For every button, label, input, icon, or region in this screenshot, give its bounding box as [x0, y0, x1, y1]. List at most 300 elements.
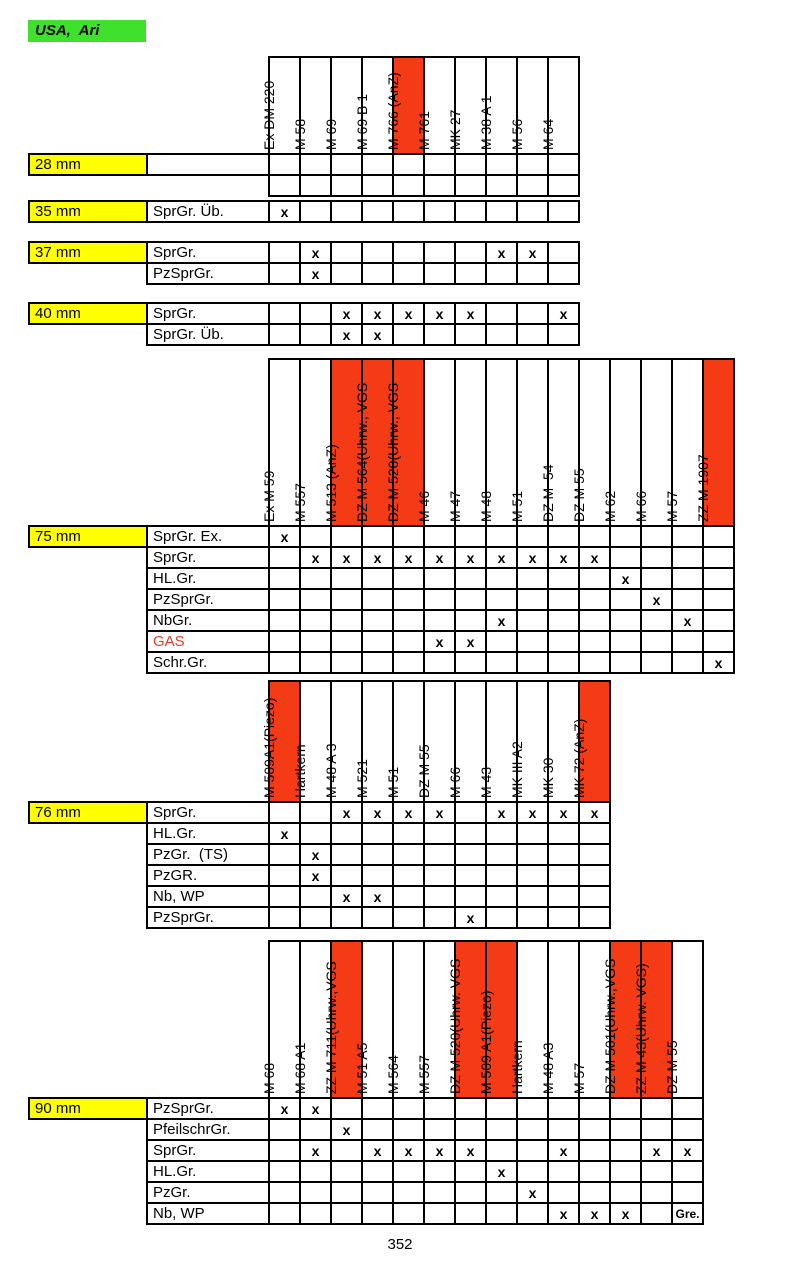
mark-cell: [610, 652, 641, 673]
mark-cell: [424, 154, 455, 175]
mark-cell: [269, 886, 300, 907]
mark-cell: [362, 526, 393, 547]
mark-cell: [486, 886, 517, 907]
mark-cell: [424, 1203, 455, 1224]
mark-cell: x: [269, 526, 300, 547]
column-header-label: M 509A1(Piezo): [261, 697, 277, 798]
ammo-type-label: PzSprGr.: [147, 1098, 269, 1119]
mark-cell: [362, 1119, 393, 1140]
mark-cell: [517, 886, 548, 907]
mark-cell: [300, 589, 331, 610]
column-header-label: M 38 A 1: [478, 95, 494, 150]
mark-cell: [579, 1098, 610, 1119]
caliber-table-75-mm: [28, 358, 735, 674]
mark-cell: [331, 263, 362, 284]
mark-cell: [703, 568, 734, 589]
mark-cell: [269, 589, 300, 610]
caliber-label: 28 mm: [29, 154, 147, 175]
mark-cell: [517, 1119, 548, 1140]
mark-cell: x: [517, 242, 548, 263]
caliber-spacer: [29, 1203, 147, 1224]
mark-cell: x: [269, 1098, 300, 1119]
mark-cell: [548, 610, 579, 631]
mark-cell: [610, 631, 641, 652]
mark-cell: x: [300, 844, 331, 865]
table-row: [29, 886, 610, 907]
table-row: [29, 907, 610, 928]
mark-cell: [517, 1140, 548, 1161]
caliber-spacer: [29, 568, 147, 589]
mark-cell: [269, 652, 300, 673]
mark-cell: [641, 526, 672, 547]
mark-cell: [548, 324, 579, 345]
table-row: [29, 802, 610, 823]
mark-cell: [517, 568, 548, 589]
table-row: [29, 201, 579, 222]
mark-cell: [703, 610, 734, 631]
mark-cell: [486, 568, 517, 589]
mark-cell: [362, 175, 393, 196]
column-header-label: M 62: [602, 490, 618, 522]
mark-cell: [672, 568, 703, 589]
mark-cell: [455, 1203, 486, 1224]
mark-cell: [641, 631, 672, 652]
mark-cell: [486, 631, 517, 652]
caliber-label: 40 mm: [29, 303, 147, 324]
header-left-spacer: [147, 57, 269, 154]
caliber-label: 90 mm: [29, 1098, 147, 1119]
mark-cell: [331, 175, 362, 196]
mark-cell: [486, 201, 517, 222]
column-header-label: M 766 (AnZ): [385, 72, 401, 150]
mark-cell: [300, 802, 331, 823]
mark-cell: [331, 1098, 362, 1119]
mark-cell: x: [331, 802, 362, 823]
mark-cell: [300, 652, 331, 673]
mark-cell: [393, 526, 424, 547]
column-header-label: M 564: [385, 1055, 401, 1094]
mark-cell: [424, 589, 455, 610]
mark-cell: x: [331, 886, 362, 907]
mark-cell: x: [517, 547, 548, 568]
table-row: [29, 1119, 703, 1140]
mark-cell: [548, 526, 579, 547]
mark-cell: [424, 1119, 455, 1140]
column-header-label: M 69: [323, 118, 339, 150]
ammo-type-label: PzGr.: [147, 1182, 269, 1203]
mark-cell: [331, 865, 362, 886]
mark-cell: [486, 907, 517, 928]
mark-cell: [331, 568, 362, 589]
ammo-type-label: SprGr.: [147, 242, 269, 263]
mark-cell: x: [300, 242, 331, 263]
mark-cell: x: [486, 610, 517, 631]
mark-cell: [331, 652, 362, 673]
caliber-spacer: [29, 547, 147, 568]
ammo-type-label: SprGr. Ex.: [147, 526, 269, 547]
mark-cell: [455, 865, 486, 886]
column-header-label: Ex M 59: [261, 470, 277, 522]
mark-cell: x: [300, 1140, 331, 1161]
column-header: [664, 941, 703, 1098]
mark-cell: x: [517, 802, 548, 823]
mark-cell: [331, 1203, 362, 1224]
mark-cell: [517, 631, 548, 652]
mark-cell: [579, 1161, 610, 1182]
mark-cell: x: [517, 1182, 548, 1203]
mark-cell: [393, 1182, 424, 1203]
column-header-label: M 51 A5: [354, 1042, 370, 1094]
mark-cell: [548, 1182, 579, 1203]
mark-cell: [517, 865, 548, 886]
mark-cell: [269, 802, 300, 823]
column-header-label: DZ M 54: [540, 464, 556, 522]
caliber-label: 35 mm: [29, 201, 147, 222]
caliber-spacer: [29, 886, 147, 907]
mark-cell: [548, 1161, 579, 1182]
mark-cell: x: [455, 547, 486, 568]
mark-cell: [641, 1182, 672, 1203]
mark-cell: [300, 1203, 331, 1224]
mark-cell: [703, 589, 734, 610]
mark-cell: [455, 201, 486, 222]
mark-cell: [269, 1182, 300, 1203]
mark-cell: [517, 526, 548, 547]
mark-cell: [300, 175, 331, 196]
mark-cell: [424, 907, 455, 928]
mark-cell: [300, 1161, 331, 1182]
mark-cell: x: [331, 303, 362, 324]
mark-cell: [641, 1119, 672, 1140]
mark-cell: [362, 1161, 393, 1182]
column-header: [695, 359, 734, 526]
column-header-label: M 509 A1(Piezo): [478, 990, 494, 1094]
mark-cell: [610, 1098, 641, 1119]
type-spacer: [147, 175, 269, 196]
caliber-spacer: [29, 823, 147, 844]
mark-cell: x: [300, 865, 331, 886]
table-row: [29, 303, 579, 324]
mark-cell: [393, 175, 424, 196]
ammo-type-label: PzGR.: [147, 865, 269, 886]
mark-cell: [300, 526, 331, 547]
caliber-spacer: [29, 1119, 147, 1140]
mark-cell: [393, 1203, 424, 1224]
column-header-label: DZ M 520(Uhrw., VGS: [385, 382, 401, 522]
mark-cell: [393, 1161, 424, 1182]
mark-cell: [455, 568, 486, 589]
column-header-label: DZ M 55: [571, 468, 587, 522]
mark-cell: [362, 823, 393, 844]
mark-cell: [424, 865, 455, 886]
mark-cell: x: [362, 802, 393, 823]
mark-cell: [641, 568, 672, 589]
mark-cell: [424, 201, 455, 222]
caliber-table-35-mm: [28, 200, 580, 223]
mark-cell: [548, 263, 579, 284]
mark-cell: [455, 844, 486, 865]
column-header-label: M 43: [478, 766, 494, 798]
caliber-spacer: [29, 865, 147, 886]
mark-cell: [300, 154, 331, 175]
mark-cell: [269, 1140, 300, 1161]
caliber-spacer: [29, 324, 147, 345]
mark-cell: x: [641, 589, 672, 610]
mark-cell: [486, 823, 517, 844]
header-left-spacer: [29, 681, 147, 802]
caliber-label: 76 mm: [29, 802, 147, 823]
caliber-spacer: [29, 175, 147, 196]
mark-cell: [393, 631, 424, 652]
mark-cell: [548, 201, 579, 222]
mark-cell: [517, 907, 548, 928]
mark-cell: [331, 610, 362, 631]
header-left-spacer: [29, 359, 147, 526]
mark-cell: [517, 303, 548, 324]
ammo-type-label: HL.Gr.: [147, 1161, 269, 1182]
mark-cell: [269, 1161, 300, 1182]
column-header-label: Hartkern: [292, 744, 308, 798]
ammo-type-label: Nb, WP: [147, 1203, 269, 1224]
mark-cell: x: [300, 547, 331, 568]
mark-cell: [672, 547, 703, 568]
mark-cell: [269, 242, 300, 263]
mark-cell: [269, 568, 300, 589]
mark-cell: [610, 1119, 641, 1140]
mark-cell: [269, 303, 300, 324]
mark-cell: [362, 610, 393, 631]
ammo-type-label: HL.Gr.: [147, 568, 269, 589]
mark-cell: [393, 589, 424, 610]
mark-cell: [300, 823, 331, 844]
mark-cell: [517, 1098, 548, 1119]
caliber-table-28-mm: [28, 56, 580, 197]
mark-cell: x: [393, 547, 424, 568]
ammo-type-label: GAS: [147, 631, 269, 652]
column-header-label: M 48: [478, 490, 494, 522]
ammo-type-label: Schr.Gr.: [147, 652, 269, 673]
mark-cell: x: [424, 802, 455, 823]
mark-cell: x: [393, 303, 424, 324]
mark-cell: [486, 175, 517, 196]
caliber-spacer: [29, 610, 147, 631]
mark-cell: [269, 844, 300, 865]
mark-cell: [455, 823, 486, 844]
mark-cell: [393, 324, 424, 345]
mark-cell: [672, 589, 703, 610]
mark-cell: [610, 1140, 641, 1161]
mark-cell: [455, 1182, 486, 1203]
table-row: [29, 631, 734, 652]
table-row: [29, 568, 734, 589]
mark-cell: [331, 1161, 362, 1182]
mark-cell: [579, 589, 610, 610]
caliber-spacer: [29, 844, 147, 865]
mark-cell: [362, 263, 393, 284]
column-header: [540, 57, 579, 154]
ammo-type-label: SprGr.: [147, 802, 269, 823]
ammo-type-label: SprGr. Üb.: [147, 324, 269, 345]
mark-cell: [579, 526, 610, 547]
mark-cell: x: [424, 547, 455, 568]
mark-cell: [331, 201, 362, 222]
mark-cell: [393, 610, 424, 631]
ammo-type-label: [147, 154, 269, 175]
mark-cell: [424, 175, 455, 196]
mark-cell: [548, 1119, 579, 1140]
mark-cell: x: [424, 631, 455, 652]
column-header-label: ZZ M 43(Uhrw. VGS): [633, 963, 649, 1094]
mark-cell: [517, 652, 548, 673]
caliber-spacer: [29, 631, 147, 652]
caliber-spacer: [29, 907, 147, 928]
caliber-spacer: [29, 652, 147, 673]
column-header-label: M 48 A 3: [323, 743, 339, 798]
caliber-spacer: [29, 1161, 147, 1182]
table-row: [29, 844, 610, 865]
mark-cell: [579, 610, 610, 631]
caliber-spacer: [29, 1140, 147, 1161]
mark-cell: x: [269, 201, 300, 222]
column-header-label: M 66: [447, 766, 463, 798]
mark-cell: [579, 652, 610, 673]
column-header-label: DZ M 55: [664, 1040, 680, 1094]
mark-cell: [269, 865, 300, 886]
mark-cell: [610, 526, 641, 547]
mark-cell: [424, 652, 455, 673]
mark-cell: x: [331, 1119, 362, 1140]
mark-cell: x: [300, 1098, 331, 1119]
mark-cell: [610, 1161, 641, 1182]
mark-cell: [424, 263, 455, 284]
table-row: [29, 526, 734, 547]
ammo-type-label: SprGr.: [147, 547, 269, 568]
mark-cell: [269, 631, 300, 652]
ammo-type-label: Nb, WP: [147, 886, 269, 907]
mark-cell: [362, 1182, 393, 1203]
mark-cell: [610, 547, 641, 568]
caliber-table-37-mm: [28, 241, 580, 285]
table-row: [29, 1140, 703, 1161]
mark-cell: [517, 263, 548, 284]
mark-cell: [579, 886, 610, 907]
mark-cell: x: [610, 1203, 641, 1224]
mark-cell: [672, 526, 703, 547]
mark-cell: x: [455, 631, 486, 652]
column-header-label: M 557: [416, 1055, 432, 1094]
mark-cell: [579, 631, 610, 652]
mark-cell: x: [610, 568, 641, 589]
header-left-spacer: [147, 681, 269, 802]
ammo-type-label: SprGr.: [147, 303, 269, 324]
mark-cell: [269, 547, 300, 568]
mark-cell: [362, 568, 393, 589]
mark-cell: [579, 823, 610, 844]
page-number: 352: [387, 1236, 413, 1253]
header-left-spacer: [147, 359, 269, 526]
column-header-label: DZ M 501(Uhrw.,VGS: [602, 958, 618, 1094]
table-row: [29, 589, 734, 610]
mark-cell: [393, 1119, 424, 1140]
mark-cell: x: [362, 324, 393, 345]
mark-cell: [393, 886, 424, 907]
table-row: [29, 242, 579, 263]
mark-cell: [517, 589, 548, 610]
caliber-table-40-mm: [28, 302, 580, 346]
mark-cell: [393, 242, 424, 263]
mark-cell: x: [455, 1140, 486, 1161]
header-left-spacer: [29, 941, 147, 1098]
mark-cell: [393, 263, 424, 284]
mark-cell: [455, 154, 486, 175]
mark-cell: [486, 303, 517, 324]
mark-cell: [424, 324, 455, 345]
mark-cell: [486, 324, 517, 345]
mark-cell: [548, 907, 579, 928]
mark-cell: [300, 886, 331, 907]
mark-cell: [362, 631, 393, 652]
mark-cell: x: [362, 547, 393, 568]
mark-cell: [300, 1119, 331, 1140]
mark-cell: x: [579, 1203, 610, 1224]
mark-cell: [269, 263, 300, 284]
mark-cell: [455, 1119, 486, 1140]
mark-cell: x: [486, 547, 517, 568]
mark-cell: x: [424, 303, 455, 324]
mark-cell: x: [331, 324, 362, 345]
mark-cell: x: [424, 1140, 455, 1161]
mark-cell: [331, 823, 362, 844]
mark-cell: [641, 1203, 672, 1224]
mark-cell: [548, 631, 579, 652]
mark-cell: [548, 865, 579, 886]
mark-cell: x: [579, 802, 610, 823]
mark-cell: x: [672, 1140, 703, 1161]
column-header-label: M 56: [509, 118, 525, 150]
mark-cell: [548, 175, 579, 196]
mark-cell: [331, 1182, 362, 1203]
table-row: [29, 1161, 703, 1182]
mark-cell: [331, 907, 362, 928]
mark-cell: [455, 886, 486, 907]
column-header-label: M 57: [571, 1062, 587, 1094]
mark-cell: [579, 865, 610, 886]
mark-cell: [269, 1119, 300, 1140]
table-row: [29, 547, 734, 568]
ammunition-tables: [28, 56, 800, 1225]
mark-cell: [424, 568, 455, 589]
mark-cell: [641, 652, 672, 673]
mark-cell: [424, 844, 455, 865]
mark-cell: [579, 907, 610, 928]
mark-cell: [300, 1182, 331, 1203]
mark-cell: [610, 1182, 641, 1203]
column-header-label: M 761: [416, 111, 432, 150]
mark-cell: [424, 526, 455, 547]
mark-cell: [300, 907, 331, 928]
mark-cell: [486, 865, 517, 886]
mark-cell: [331, 154, 362, 175]
mark-cell: x: [579, 547, 610, 568]
mark-cell: [424, 1098, 455, 1119]
mark-cell: [486, 526, 517, 547]
mark-cell: [672, 1119, 703, 1140]
mark-cell: [362, 154, 393, 175]
mark-cell: [269, 324, 300, 345]
mark-cell: [548, 589, 579, 610]
mark-cell: [455, 1098, 486, 1119]
mark-cell: [548, 154, 579, 175]
